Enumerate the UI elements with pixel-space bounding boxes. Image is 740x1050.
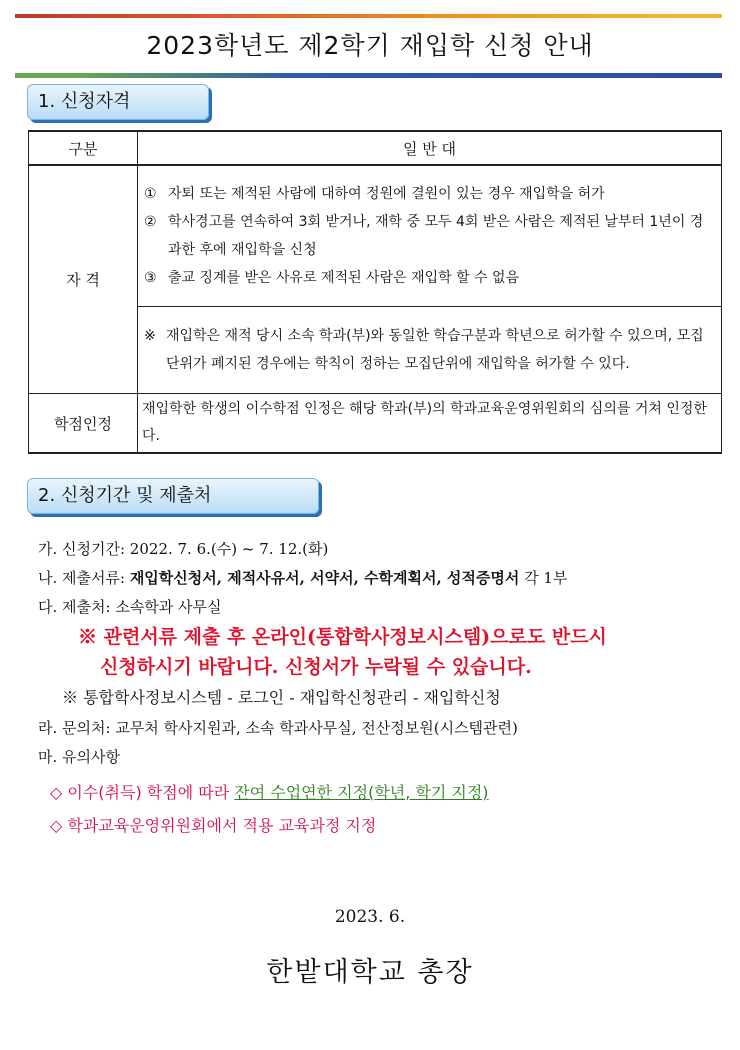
submission-place: 다. 제출처: 소속학과 사무실: [38, 598, 222, 616]
section-tab-qualification: 1. 신청자격: [27, 84, 209, 120]
list-item: [144, 208, 715, 264]
warning-line-1: ※ 관련서류 제출 후 온라인(통합학사정보시스템)으로도 반드시: [78, 626, 607, 648]
warning-line-2: 신청하시기 바랍니다. 신청서가 누락될 수 있습니다.: [100, 656, 532, 678]
table-row-credit: [29, 394, 722, 454]
item-text: 자퇴 또는 제적된 사람에 대하여 정원에 결원이 있는 경우 재입학을 허가: [168, 186, 605, 202]
table-header-row: [29, 131, 722, 165]
list-item: [144, 264, 715, 292]
documents-list: 재입학신청서, 제적사유서, 서약서, 수학계획서, 성적증명서: [129, 569, 520, 587]
section-tab-period-and-submission: 2. 신청기간 및 제출처: [27, 478, 319, 514]
note1-prefix: ◇ 이수(취득) 학점에 따라: [50, 783, 235, 802]
list-item: [144, 180, 715, 208]
note1-underlined: 잔여 수업연한 지정(학년, 학기 지정): [234, 783, 489, 802]
document-date: 2023. 6.: [334, 907, 406, 927]
note-item-curriculum: ◇ 학과교육운영위원회에서 적용 교육과정 지정: [50, 816, 377, 835]
item-text: 출교 징계를 받은 사유로 제적된 사람은 재입학 할 수 없음: [168, 270, 520, 286]
application-period: 가. 신청기간: 2022. 7. 6.(수) ~ 7. 12.(화): [38, 540, 329, 558]
notes-heading: 마. 유의사항: [38, 748, 120, 766]
header-category: 구분: [29, 131, 138, 165]
table-row-qualification: [29, 165, 722, 307]
header-general-university: 일 반 대: [138, 131, 722, 165]
item-number: ③: [144, 270, 157, 286]
item-text: 학사경고를 연속하여 3회 받거나, 재학 중 모두 4회 받은 사람은 제적된 날부터 1년이 경과한 후에 재입학을 신청: [168, 214, 704, 258]
note-mark: ※: [144, 328, 156, 344]
inquiry-contact: 라. 문의처: 교무처 학사지원과, 소속 학과사무실, 전산정보원(시스템관련): [38, 719, 518, 737]
documents-suffix: 각 1부: [519, 569, 568, 587]
qualification-note: [144, 318, 721, 382]
item-number: ②: [144, 214, 157, 230]
credit-text: 재입학한 학생의 이수학점 인정은 해당 학과(부)의 학과교육운영위원회의 심의를 거쳐 인정한다.: [142, 401, 707, 444]
application-details: [38, 535, 728, 842]
note-item-credits: [38, 776, 728, 809]
credit-label: 학점인정: [29, 394, 138, 454]
documents-prefix: 나. 제출서류:: [38, 569, 130, 587]
qualification-table: [28, 130, 722, 454]
system-path: ※ 통합학사정보시스템 - 로그인 - 재입학신청관리 - 재입학신청: [62, 688, 501, 707]
page-title: 2023학년도 제2학기 재입학 신청 안내: [146, 31, 594, 60]
issuer-signature: 한밭대학교 총장: [266, 957, 474, 988]
top-accent-bar: [15, 14, 722, 18]
title-underline-bar: [15, 73, 722, 78]
qualification-items: [138, 176, 721, 296]
item-number: ①: [144, 186, 157, 202]
qualification-label: 자 격: [29, 165, 138, 394]
required-documents: [38, 564, 728, 593]
note-text: 재입학은 재적 당시 소속 학과(부)와 동일한 학습구분과 학년으로 허가할 수 있으며, 모집단위가 폐지된 경우에는 학칙이 정하는 모집단위에 재입학을 허가할 수 있다.: [166, 328, 704, 372]
